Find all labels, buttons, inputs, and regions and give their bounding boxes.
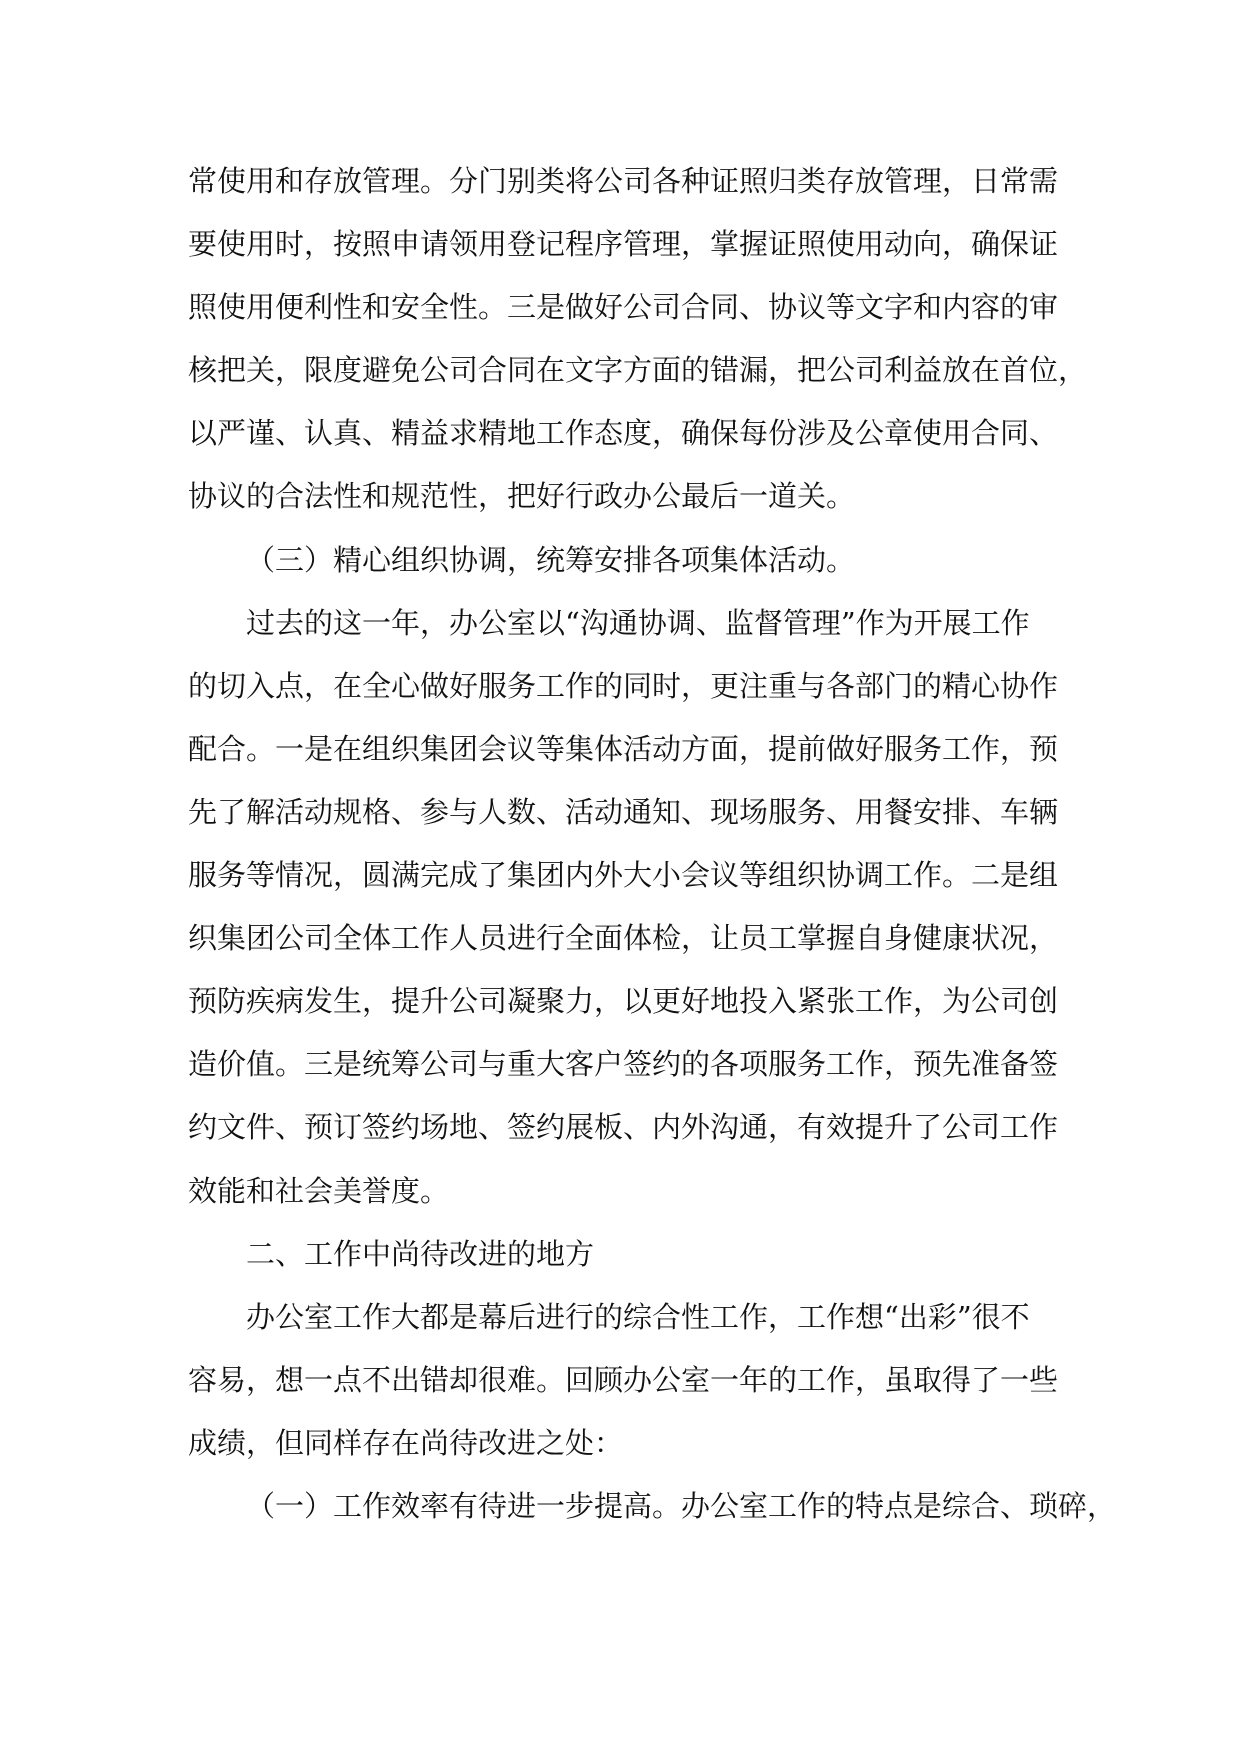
- section-heading: 二、工作中尚待改进的地方: [246, 1236, 595, 1271]
- text-line: 预防疾病发生，提升公司凝聚力，以更好地投入紧张工作，为公司创: [188, 984, 1059, 1019]
- text-line: 效能和社会美誉度。: [188, 1173, 450, 1208]
- text-line: 办公室工作大都是幕后进行的综合性工作，工作想“出彩”很不: [246, 1299, 1030, 1334]
- text-line: 先了解活动规格、参与人数、活动通知、现场服务、用餐安排、车辆: [188, 794, 1059, 829]
- text-line: 照使用便利性和安全性。三是做好公司合同、协议等文字和内容的审: [188, 290, 1059, 325]
- section-heading: （一）工作效率有待进一步提高。办公室工作的特点是综合、琐碎，: [246, 1488, 1117, 1523]
- text-line: 容易，想一点不出错却很难。回顾办公室一年的工作，虽取得了一些: [188, 1362, 1059, 1397]
- text-line: 成绩，但同样存在尚待改进之处：: [188, 1425, 624, 1460]
- text-line: 织集团公司全体工作人员进行全面体检，让员工掌握自身健康状况，: [188, 921, 1059, 956]
- section-heading: （三）精心组织协调，统筹安排各项集体活动。: [246, 542, 856, 577]
- text-line: 协议的合法性和规范性，把好行政办公最后一道关。: [188, 479, 856, 514]
- text-line: 要使用时，按照申请领用登记程序管理，掌握证照使用动向，确保证: [188, 227, 1059, 262]
- text-line: 造价值。三是统筹公司与重大客户签约的各项服务工作，预先准备签: [188, 1047, 1059, 1082]
- text-line: 过去的这一年，办公室以“沟通协调、监督管理”作为开展工作: [246, 605, 1030, 640]
- text-line: 的切入点，在全心做好服务工作的同时，更注重与各部门的精心协作: [188, 668, 1059, 703]
- text-line: 核把关，限度避免公司合同在文字方面的错漏，把公司利益放在首位，: [188, 353, 1088, 388]
- text-line: 常使用和存放管理。分门别类将公司各种证照归类存放管理，日常需: [188, 164, 1059, 198]
- text-line: 配合。一是在组织集团会议等集体活动方面，提前做好服务工作，预: [188, 731, 1059, 766]
- text-line: 以严谨、认真、精益求精地工作态度，确保每份涉及公章使用合同、: [188, 416, 1059, 451]
- text-line: 服务等情况，圆满完成了集团内外大小会议等组织协调工作。二是组: [188, 858, 1059, 893]
- text-line: 约文件、预订签约场地、签约展板、内外沟通，有效提升了公司工作: [188, 1110, 1059, 1145]
- body-text: [188, 150, 1117, 1538]
